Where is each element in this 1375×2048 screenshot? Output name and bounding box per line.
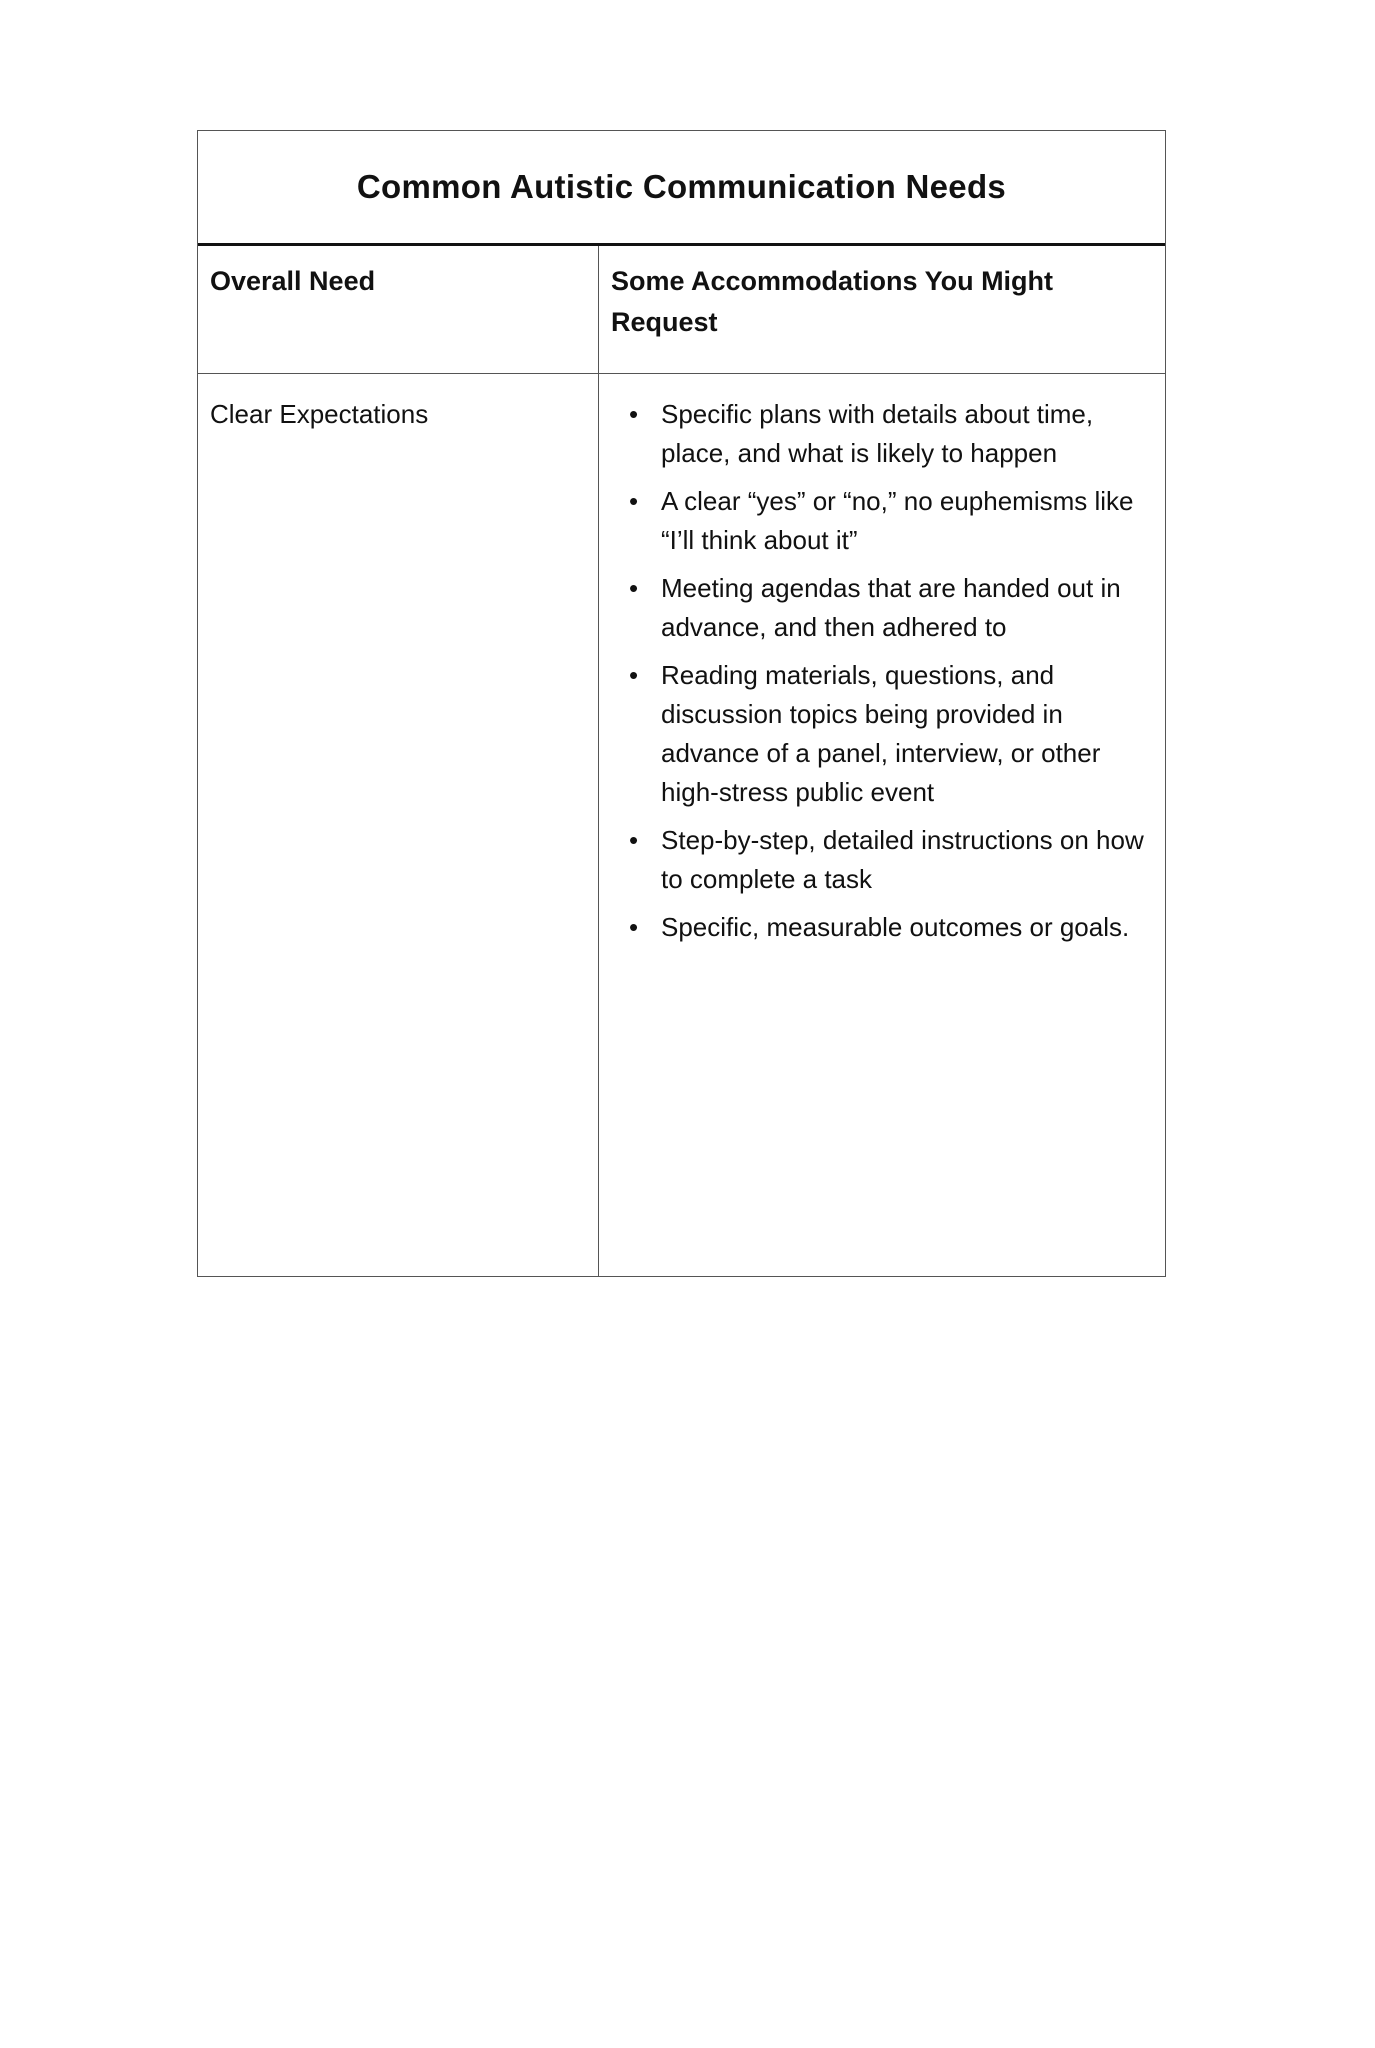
list-item <box>611 395 1156 473</box>
accommodations-list <box>611 395 1156 956</box>
list-item <box>611 482 1156 560</box>
list-item-text: Meeting agendas that are handed out in advance, and then adhered to <box>661 573 1121 642</box>
communication-needs-table <box>197 130 1166 1277</box>
header-overall-need: Overall Need <box>210 266 376 296</box>
bullet-icon: • <box>629 660 639 690</box>
list-item-text: Reading materials, questions, and discussion topics being provided in advance of a panel, interview, or other high-stress public event <box>661 660 1101 807</box>
table-title: Common Autistic Communication Needs <box>356 168 1007 205</box>
bullet-icon: • <box>629 573 639 603</box>
need-cell: Clear Expectations <box>210 399 429 429</box>
table-title-row <box>198 131 1165 246</box>
bullet-icon: • <box>629 399 639 429</box>
header-accommodations: Some Accommodations You Might Request <box>611 266 1054 337</box>
bullet-icon: • <box>629 825 639 855</box>
list-item <box>611 569 1156 647</box>
list-item <box>611 656 1156 812</box>
list-item <box>611 821 1156 899</box>
list-item-text: Step-by-step, detailed instructions on how to complete a task <box>661 825 1144 894</box>
list-item <box>611 908 1156 947</box>
header-divider <box>198 373 1165 374</box>
bullet-icon: • <box>629 486 639 516</box>
list-item-text: Specific, measurable outcomes or goals. <box>661 912 1130 942</box>
bullet-icon: • <box>629 912 639 942</box>
column-divider <box>598 246 599 1276</box>
list-item-text: Specific plans with details about time, place, and what is likely to happen <box>661 399 1094 468</box>
list-item-text: A clear “yes” or “no,” no euphemisms like “I’ll think about it” <box>661 486 1134 555</box>
